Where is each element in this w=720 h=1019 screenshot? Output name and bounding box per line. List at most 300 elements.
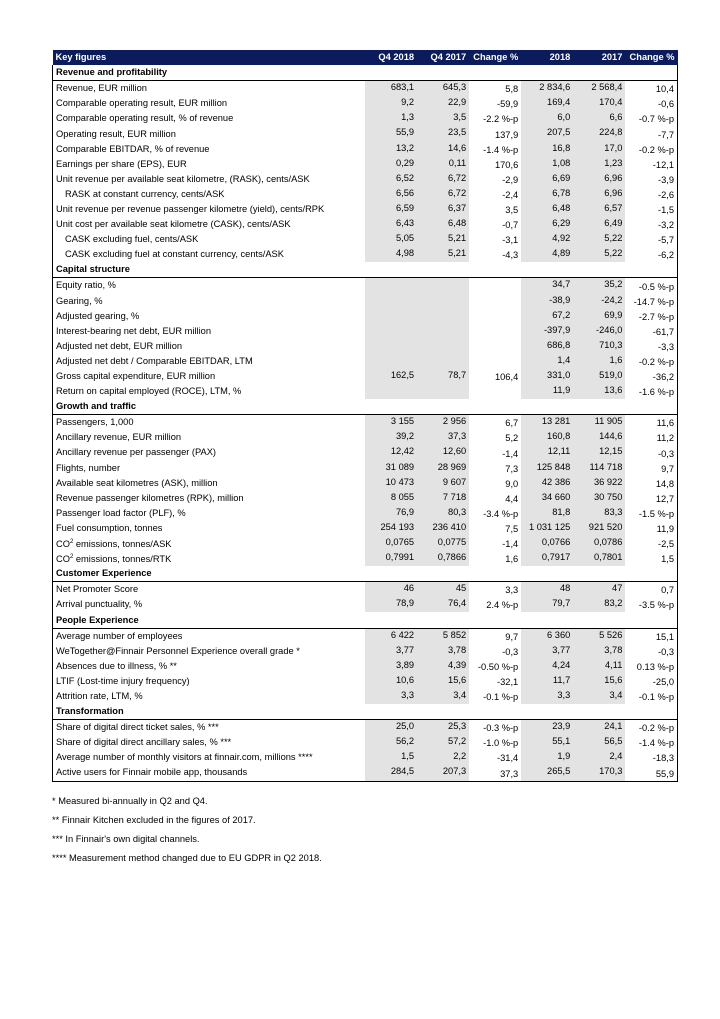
2018-value: 1,9: [521, 750, 573, 765]
table-row: [53, 217, 678, 232]
row-label-text: emissions, tonnes/RTK: [73, 554, 172, 565]
q4-2017-value: 0,11: [417, 157, 469, 172]
2017-value: 4,11: [573, 659, 625, 674]
q4-2017-value: 12,60: [417, 445, 469, 460]
2018-value: 265,5: [521, 765, 573, 781]
2017-value: 6,6: [573, 111, 625, 126]
row-label: Active users for Finnair mobile app, thousands: [53, 765, 366, 781]
2017-value: 2,4: [573, 750, 625, 765]
change-quarter-value: -0.1 %-p: [483, 692, 519, 703]
q4-2017-value: 5 852: [417, 628, 469, 644]
2017-value: 11 905: [573, 415, 625, 431]
2017-value: 224,8: [573, 126, 625, 141]
2017-value: 0,0786: [573, 536, 625, 551]
table-row: [53, 445, 678, 460]
2018-value: 48: [521, 582, 573, 598]
change-quarter-value: -3,1: [502, 235, 519, 246]
q4-2017-value: 14,6: [417, 142, 469, 157]
2018-value: 11,9: [521, 384, 573, 399]
q4-2017-value: 2,2: [417, 750, 469, 765]
q4-2017-value: 3,78: [417, 644, 469, 659]
change-quarter-value: 1,6: [505, 554, 519, 565]
change-quarter-value: 3,3: [505, 585, 519, 596]
table-row: [53, 582, 678, 598]
q4-2018-value: 3,77: [365, 644, 417, 659]
q4-2018-value: 6,56: [365, 187, 417, 202]
change-quarter-value: [469, 384, 521, 399]
change-quarter-value: [469, 309, 521, 324]
q4-2017-value: 45: [417, 582, 469, 598]
2017-value: 5 526: [573, 628, 625, 644]
q4-2017-value: 76,4: [417, 597, 469, 612]
change-quarter-value: 4,4: [505, 493, 519, 504]
footnotes: [52, 792, 322, 868]
change-quarter-value: -1.4 %-p: [483, 144, 519, 155]
2017-value: 519,0: [573, 369, 625, 384]
q4-2017-value: [417, 309, 469, 324]
2017-value: 36 922: [573, 476, 625, 491]
2018-value: 6,78: [521, 187, 573, 202]
q4-2018-value: 8 055: [365, 491, 417, 506]
change-year-value: 12,7: [625, 491, 677, 506]
2017-value: 3,4: [573, 689, 625, 704]
header-key-figures: Key figures: [53, 50, 366, 65]
change-year-value: -0.2 %-p: [625, 354, 677, 369]
2018-value: 34,7: [521, 278, 573, 294]
change-year-value: -1,5: [625, 202, 677, 217]
2018-value: 67,2: [521, 309, 573, 324]
row-label: Flights, number: [53, 461, 366, 476]
row-label: Adjusted net debt, EUR million: [53, 339, 366, 354]
table-row: [53, 659, 678, 674]
change-quarter-value: [469, 294, 521, 309]
change-year-value: 0.13 %-p: [625, 659, 677, 674]
row-label: Interest-bearing net debt, EUR million: [53, 324, 366, 339]
change-quarter-value: 170,6: [494, 159, 519, 170]
change-year-value: -0,3: [625, 644, 677, 659]
q4-2018-value: 4,98: [365, 247, 417, 262]
2018-value: 331,0: [521, 369, 573, 384]
row-label-text: emissions, tonnes/ASK: [73, 539, 172, 550]
change-year-value: -36,2: [625, 369, 677, 384]
table-row: [53, 720, 678, 736]
row-label: LTIF (Lost-time injury frequency): [53, 674, 366, 689]
change-quarter-value: -1,4: [502, 539, 519, 550]
table-row: [53, 628, 678, 644]
change-year-value: 0,7: [625, 582, 677, 598]
change-quarter-value: -0.50 %-p: [477, 661, 519, 672]
change-quarter-value: -1.0 %-p: [483, 738, 519, 749]
2018-value: 79,7: [521, 597, 573, 612]
change-quarter-value: -2.2 %-p: [483, 114, 519, 125]
change-year-value: -1.4 %-p: [625, 735, 677, 750]
q4-2017-value: 15,6: [417, 674, 469, 689]
q4-2017-value: 28 969: [417, 461, 469, 476]
section-title: Capital structure: [53, 262, 678, 278]
table-row: [53, 461, 678, 476]
section-header-row: [53, 65, 678, 81]
change-year-value: -0,6: [625, 96, 677, 111]
q4-2017-value: 80,3: [417, 506, 469, 521]
change-year-value: -1.5 %-p: [625, 506, 677, 521]
table-body: [53, 65, 678, 781]
q4-2018-value: 12,42: [365, 445, 417, 460]
header-q4-2017: Q4 2017: [417, 50, 469, 65]
change-quarter-value: -0,7: [502, 220, 519, 231]
change-year-value: -7,7: [625, 126, 677, 141]
table-row: [53, 126, 678, 141]
row-label: Adjusted net debt / Comparable EBITDAR, LTM: [53, 354, 366, 369]
table-row: [53, 172, 678, 187]
row-label: [53, 551, 366, 566]
2018-value: 23,9: [521, 720, 573, 736]
change-year-value: 15,1: [625, 628, 677, 644]
q4-2017-value: 207,3: [417, 765, 469, 781]
row-label: Ancillary revenue per passenger (PAX): [53, 445, 366, 460]
footnote: ** Finnair Kitchen excluded in the figures of 2017.: [52, 815, 256, 825]
2017-value: 15,6: [573, 674, 625, 689]
table-row: [53, 247, 678, 262]
change-year-value: 10,4: [625, 81, 677, 97]
row-label: Absences due to illness, % **: [53, 659, 366, 674]
change-year-value: -0.2 %-p: [625, 142, 677, 157]
2018-value: 1,08: [521, 157, 573, 172]
q4-2018-value: 78,9: [365, 597, 417, 612]
2018-value: 13 281: [521, 415, 573, 431]
2018-value: 34 660: [521, 491, 573, 506]
change-quarter-value: -2,9: [502, 174, 519, 185]
q4-2018-value: 9,2: [365, 96, 417, 111]
2018-value: 6,48: [521, 202, 573, 217]
change-quarter-value: -1,4: [502, 448, 519, 459]
q4-2017-value: 25,3: [417, 720, 469, 736]
change-quarter-value: [469, 278, 521, 294]
2017-value: 6,49: [573, 217, 625, 232]
row-label: Equity ratio, %: [53, 278, 366, 294]
row-label: Passengers, 1,000: [53, 415, 366, 431]
q4-2017-value: 0,7866: [417, 551, 469, 566]
q4-2018-value: 3,3: [365, 689, 417, 704]
change-quarter-value: 37,3: [469, 765, 521, 781]
row-label: Fuel consumption, tonnes: [53, 521, 366, 536]
q4-2017-value: [417, 339, 469, 354]
change-quarter-value: -59,9: [497, 99, 519, 110]
2018-value: 169,4: [521, 96, 573, 111]
row-label: Return on capital employed (ROCE), LTM, %: [53, 384, 366, 399]
row-label: Comparable operating result, % of revenue: [53, 111, 366, 126]
table-row: [53, 369, 678, 384]
2018-value: 125 848: [521, 461, 573, 476]
q4-2017-value: 3,5: [417, 111, 469, 126]
2017-value: 47: [573, 582, 625, 598]
2017-value: 170,4: [573, 96, 625, 111]
footnote: *** In Finnair's own digital channels.: [52, 834, 200, 844]
change-year-value: -18,3: [625, 750, 677, 765]
q4-2018-value: 3,89: [365, 659, 417, 674]
row-label-text: CO: [56, 539, 70, 550]
q4-2017-value: 23,5: [417, 126, 469, 141]
table-row: [53, 551, 678, 566]
2017-value: 170,3: [573, 765, 625, 781]
change-year-value: 55,9: [625, 765, 677, 781]
2017-value: 13,6: [573, 384, 625, 399]
q4-2017-value: 22,9: [417, 96, 469, 111]
table-row: [53, 674, 678, 689]
section-header-row: [53, 262, 678, 278]
change-year-value: -0.2 %-p: [625, 720, 677, 736]
change-year-value: -3,2: [625, 217, 677, 232]
row-label-superscript: 2: [69, 539, 74, 545]
change-quarter-value: [469, 339, 521, 354]
change-year-value: -0,3: [625, 445, 677, 460]
2018-value: 16,8: [521, 142, 573, 157]
change-year-value: -3,3: [625, 339, 677, 354]
q4-2017-value: [417, 278, 469, 294]
q4-2018-value: 6,59: [365, 202, 417, 217]
table-row: [53, 476, 678, 491]
row-label: Average number of employees: [53, 628, 366, 644]
2017-value: 1,6: [573, 354, 625, 369]
change-year-value: 14,8: [625, 476, 677, 491]
2018-value: 55,1: [521, 735, 573, 750]
row-label: Gross capital expenditure, EUR million: [53, 369, 366, 384]
q4-2017-value: 5,21: [417, 247, 469, 262]
2018-value: 4,24: [521, 659, 573, 674]
change-quarter-value: -31,4: [497, 753, 519, 764]
2018-value: 3,3: [521, 689, 573, 704]
q4-2018-value: [365, 309, 417, 324]
row-label: RASK at constant currency, cents/ASK: [53, 187, 366, 202]
q4-2017-value: 645,3: [417, 81, 469, 97]
row-label: Revenue, EUR million: [53, 81, 366, 97]
q4-2018-value: 0,7991: [365, 551, 417, 566]
2017-value: 6,96: [573, 172, 625, 187]
table-row: [53, 491, 678, 506]
section-header-row: [53, 612, 678, 628]
2017-value: 69,9: [573, 309, 625, 324]
q4-2017-value: 78,7: [417, 369, 469, 384]
2018-value: -38,9: [521, 294, 573, 309]
2018-value: 6,0: [521, 111, 573, 126]
table-row: [53, 309, 678, 324]
2017-value: 144,6: [573, 430, 625, 445]
section-title: Transformation: [53, 704, 678, 720]
2018-value: 1,4: [521, 354, 573, 369]
q4-2017-value: [417, 294, 469, 309]
row-label: Ancillary revenue, EUR million: [53, 430, 366, 445]
change-year-value: -25,0: [625, 674, 677, 689]
2018-value: 2 834,6: [521, 81, 573, 97]
header-2018: 2018: [521, 50, 573, 65]
q4-2018-value: 6 422: [365, 628, 417, 644]
q4-2018-value: 6,52: [365, 172, 417, 187]
2018-value: 686,8: [521, 339, 573, 354]
header-change-year: Change %: [625, 50, 677, 65]
q4-2017-value: 5,21: [417, 232, 469, 247]
2017-value: -246,0: [573, 324, 625, 339]
change-year-value: -12,1: [625, 157, 677, 172]
table-row: [53, 536, 678, 551]
q4-2017-value: 0,0775: [417, 536, 469, 551]
q4-2017-value: 4,39: [417, 659, 469, 674]
2017-value: 6,57: [573, 202, 625, 217]
2018-value: 0,0766: [521, 536, 573, 551]
q4-2017-value: [417, 384, 469, 399]
table-row: [53, 384, 678, 399]
change-quarter-value: 5,8: [505, 84, 519, 95]
q4-2018-value: [365, 278, 417, 294]
change-quarter-value: [469, 324, 521, 339]
2017-value: 1,23: [573, 157, 625, 172]
table-header-row: [53, 50, 678, 65]
row-label: Share of digital direct ticket sales, % ***: [53, 720, 366, 736]
q4-2017-value: 57,2: [417, 735, 469, 750]
key-figures-table: [52, 50, 678, 782]
q4-2018-value: 55,9: [365, 126, 417, 141]
row-label: Attrition rate, LTM, %: [53, 689, 366, 704]
2018-value: -397,9: [521, 324, 573, 339]
2018-value: 6,29: [521, 217, 573, 232]
change-quarter-value: -0.3 %-p: [483, 723, 519, 734]
q4-2018-value: 1,3: [365, 111, 417, 126]
row-label: CASK excluding fuel, cents/ASK: [53, 232, 366, 247]
2018-value: 4,92: [521, 232, 573, 247]
2018-value: 81,8: [521, 506, 573, 521]
table-row: [53, 294, 678, 309]
header-change-quarter: Change %: [469, 50, 521, 65]
2018-value: 3,77: [521, 644, 573, 659]
q4-2017-value: [417, 354, 469, 369]
row-label: CASK excluding fuel at constant currency, cents/ASK: [53, 247, 366, 262]
2018-value: 6,69: [521, 172, 573, 187]
row-label: Net Promoter Score: [53, 582, 366, 598]
q4-2018-value: 5,05: [365, 232, 417, 247]
change-quarter-value: 9,7: [505, 631, 519, 642]
row-label: Unit revenue per available seat kilometre, (RASK), cents/ASK: [53, 172, 366, 187]
2017-value: 0,7801: [573, 551, 625, 566]
q4-2018-value: 0,0765: [365, 536, 417, 551]
q4-2018-value: 13,2: [365, 142, 417, 157]
row-label: Adjusted gearing, %: [53, 309, 366, 324]
change-quarter-value: -3.4 %-p: [483, 508, 519, 519]
change-quarter-value: 5,2: [505, 433, 519, 444]
change-year-value: -2,6: [625, 187, 677, 202]
q4-2018-value: 162,5: [365, 369, 417, 384]
2018-value: 207,5: [521, 126, 573, 141]
change-quarter-value: -2,4: [502, 189, 519, 200]
2017-value: 83,3: [573, 506, 625, 521]
table-row: [53, 597, 678, 612]
row-label: Gearing, %: [53, 294, 366, 309]
q4-2018-value: 1,5: [365, 750, 417, 765]
2018-value: 4,89: [521, 247, 573, 262]
change-year-value: -6,2: [625, 247, 677, 262]
q4-2018-value: 0,29: [365, 157, 417, 172]
change-year-value: -0.7 %-p: [625, 111, 677, 126]
change-quarter-value: 106,4: [494, 372, 519, 383]
q4-2018-value: 284,5: [365, 765, 417, 781]
2017-value: 5,22: [573, 247, 625, 262]
row-label: Available seat kilometres (ASK), million: [53, 476, 366, 491]
2018-value: 160,8: [521, 430, 573, 445]
change-quarter-value: 7,5: [505, 524, 519, 534]
2017-value: 921 520: [573, 521, 625, 536]
change-year-value: 11,9: [625, 521, 677, 536]
change-quarter-value: 2.4 %-p: [486, 600, 519, 611]
change-year-value: -0.5 %-p: [625, 278, 677, 294]
table-row: [53, 735, 678, 750]
change-year-value: 9,7: [625, 461, 677, 476]
change-quarter-value: -4,3: [502, 250, 519, 261]
change-quarter-value: -0,3: [502, 646, 519, 657]
change-year-value: -3.5 %-p: [625, 597, 677, 612]
q4-2018-value: [365, 324, 417, 339]
table-row: [53, 765, 678, 781]
row-label: Unit cost per available seat kilometre (CASK), cents/ASK: [53, 217, 366, 232]
row-label: Share of digital direct ancillary sales, % ***: [53, 735, 366, 750]
change-year-value: -3,9: [625, 172, 677, 187]
q4-2018-value: 683,1: [365, 81, 417, 97]
q4-2017-value: 6,37: [417, 202, 469, 217]
q4-2018-value: 10 473: [365, 476, 417, 491]
2017-value: 17,0: [573, 142, 625, 157]
2017-value: -24,2: [573, 294, 625, 309]
row-label: WeTogether@Finnair Personnel Experience overall grade *: [53, 644, 366, 659]
row-label: Revenue passenger kilometres (RPK), million: [53, 491, 366, 506]
2018-value: 11,7: [521, 674, 573, 689]
table-row: [53, 689, 678, 704]
row-label: Passenger load factor (PLF), %: [53, 506, 366, 521]
section-header-row: [53, 704, 678, 720]
2017-value: 710,3: [573, 339, 625, 354]
q4-2018-value: 31 089: [365, 461, 417, 476]
change-year-value: -2.7 %-p: [625, 309, 677, 324]
row-label: Unit revenue per revenue passenger kilometre (yield), cents/RPK: [53, 202, 366, 217]
table-row: [53, 157, 678, 172]
change-quarter-value: 137,9: [494, 129, 519, 140]
section-header-row: [53, 566, 678, 582]
row-label: Comparable operating result, EUR million: [53, 96, 366, 111]
table-row: [53, 354, 678, 369]
table-row: [53, 142, 678, 157]
change-year-value: 11,2: [625, 430, 677, 445]
q4-2017-value: 9 607: [417, 476, 469, 491]
change-year-value: -5,7: [625, 232, 677, 247]
table-row: [53, 324, 678, 339]
change-quarter-value: 6,7: [505, 418, 519, 429]
table-row: [53, 187, 678, 202]
2018-value: 0,7917: [521, 551, 573, 566]
2017-value: 6,96: [573, 187, 625, 202]
q4-2017-value: 37,3: [417, 430, 469, 445]
table-row: [53, 202, 678, 217]
q4-2018-value: 46: [365, 582, 417, 598]
2017-value: 2 568,4: [573, 81, 625, 97]
q4-2018-value: 3 155: [365, 415, 417, 431]
row-label: Earnings per share (EPS), EUR: [53, 157, 366, 172]
header-2017: 2017: [573, 50, 625, 65]
section-title: Growth and traffic: [53, 399, 678, 415]
change-year-value: -0.1 %-p: [625, 689, 677, 704]
q4-2017-value: 2 956: [417, 415, 469, 431]
change-quarter-value: [469, 354, 521, 369]
change-quarter-value: 3,5: [505, 205, 519, 216]
footnote: **** Measurement method changed due to EU GDPR in Q2 2018.: [52, 853, 322, 863]
change-year-value: 11,6: [625, 415, 677, 431]
table-row: [53, 415, 678, 431]
q4-2017-value: 7 718: [417, 491, 469, 506]
change-year-value: -1.6 %-p: [625, 384, 677, 399]
